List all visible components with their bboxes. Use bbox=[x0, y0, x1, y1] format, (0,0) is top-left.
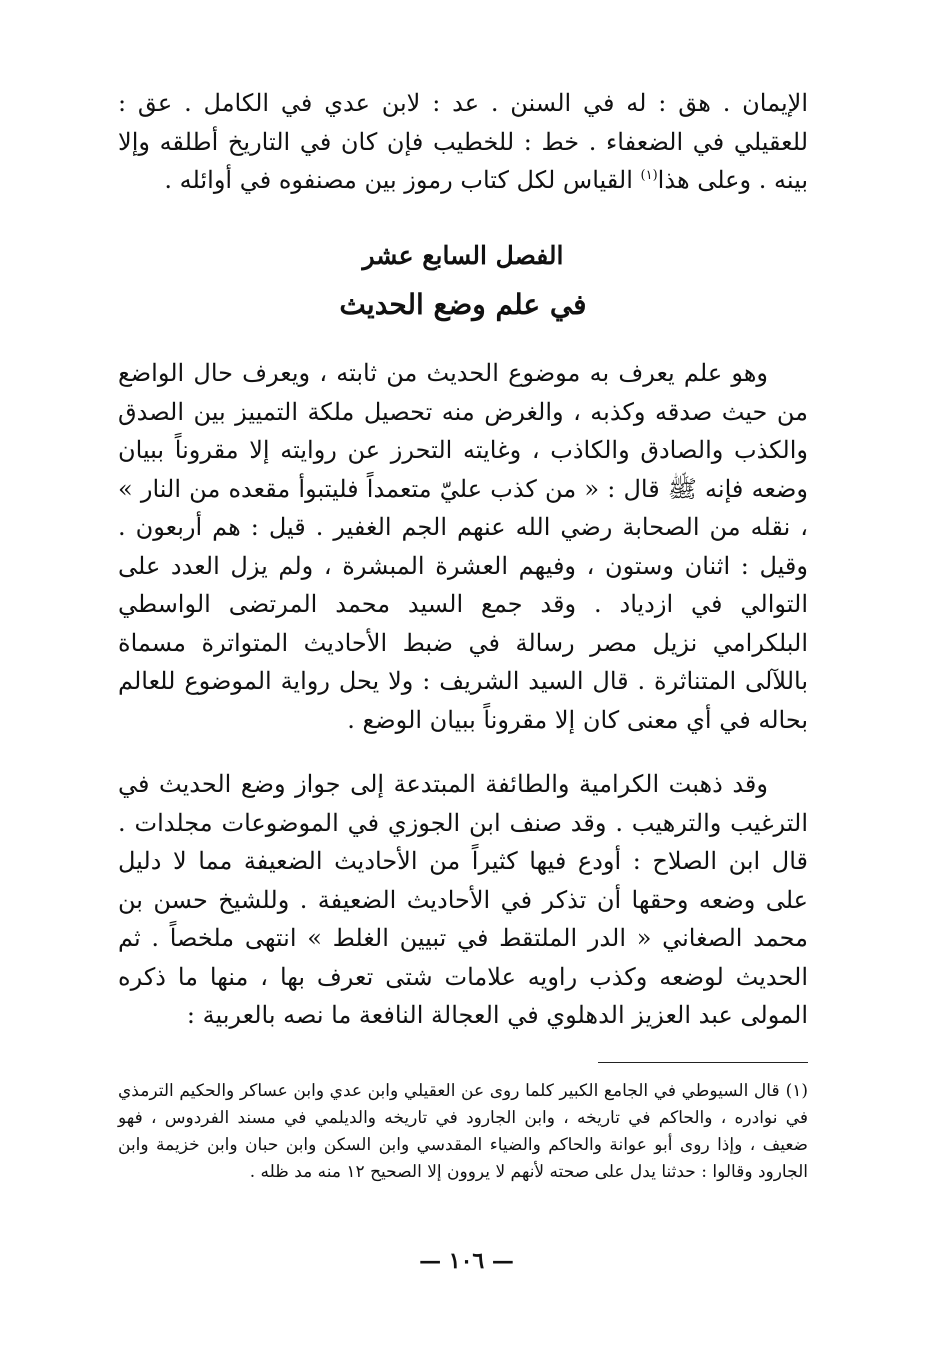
intro-text-main: الإيمان . هق : له في السنن . عد : لابن عدي في الكامل . عق : للعقيلي في الضعفاء . خط : للخطيب فإن كان في التاريخ أطلقه وإلا بينه . وعلى هذا bbox=[118, 89, 808, 194]
footnote-marker: (١) bbox=[785, 1081, 808, 1101]
body-paragraph-2 bbox=[118, 765, 808, 1035]
footnote-item bbox=[118, 1078, 808, 1186]
intro-paragraph bbox=[118, 84, 808, 200]
footnote-reference[interactable]: (١) bbox=[640, 168, 658, 183]
footnote-divider bbox=[598, 1062, 808, 1063]
intro-text bbox=[118, 84, 808, 200]
chapter-number-title: الفصل السابع عشر bbox=[362, 241, 564, 270]
chapter-title: في علم وضع الحديث bbox=[339, 288, 587, 321]
paragraph-text: وهو علم يعرف به موضوع الحديث من ثابته ، ويعرف حال الواضع من حيث صدقه وكذبه ، والغرض منه تحصيل ملكة التمييز بين الصدق والكذب والصادق والكاذب ، وغايته التحرز عن روايته إلا مقروناً ببيان وضعه فإنه ﷺ قال : « من كذب عليّ متعمداً فليتبوأ مقعده من النار » ، نقله من الصحابة رضي الله عنهم الجم الغفير . قيل : هم أربعون . وقيل : اثنان وستون ، وفيهم العشرة المبشرة ، ولم يزل العدد على التوالي في ازدياد . وقد جمع السيد محمد المرتضى الواسطي البلكرامي نزيل مصر رسالة في ضبط الأحاديث المتواترة مسماة باللآلى المتناثرة . قال السيد الشريف : ولا يحل رواية الموضوع للعالم بحاله في أي معنى كان إلا مقروناً ببيان الوضع . bbox=[118, 359, 808, 734]
footnote-text: قال السيوطي في الجامع الكبير كلما روى عن العقيلي وابن عدي وابن عساكر والحكيم الترمذي في نوادره ، والحاكم في تاريخه ، وابن الجارود في تاريخه والديلمي في مسند الفردوس ، فهو ضعيف ، وإذا روى أبو عوانة والحاكم والضياء المقدسي وابن السكن وابن حبان وابن خزيمة وابن الجارود وقالوا : حدثنا يدل على صحته لأنهم لا يروون إلا الصحيح ١٢ منه مد ظله . bbox=[118, 1081, 808, 1182]
body-paragraph-1 bbox=[118, 354, 808, 739]
page-number: — ١٠٦ — bbox=[419, 1248, 514, 1274]
intro-text-after: القياس لكل كتاب رموز بين مصنفوه في أوائله . bbox=[164, 166, 641, 194]
footnotes-section bbox=[118, 1078, 808, 1186]
paragraph-text: وقد ذهبت الكرامية والطائفة المبتدعة إلى جواز وضع الحديث في الترغيب والترهيب . وقد صنف ابن الجوزي في الموضوعات مجلدات . قال ابن الصلاح : أودع فيها كثيراً من الأحاديث الضعيفة مما لا دليل على وضعه وحقها أن تذكر في الأحاديث الضعيفة . وللشيخ حسن بن محمد الصغاني « الدر الملتقط في تبيين الغلط » انتهى ملخصاً . ثم الحديث لوضعه وكذب راويه علامات شتى تعرف بها ، منها ما ذكره المولى عبد العزيز الدهلوي في العجالة النافعة ما نصه بالعربية : bbox=[118, 770, 809, 1029]
